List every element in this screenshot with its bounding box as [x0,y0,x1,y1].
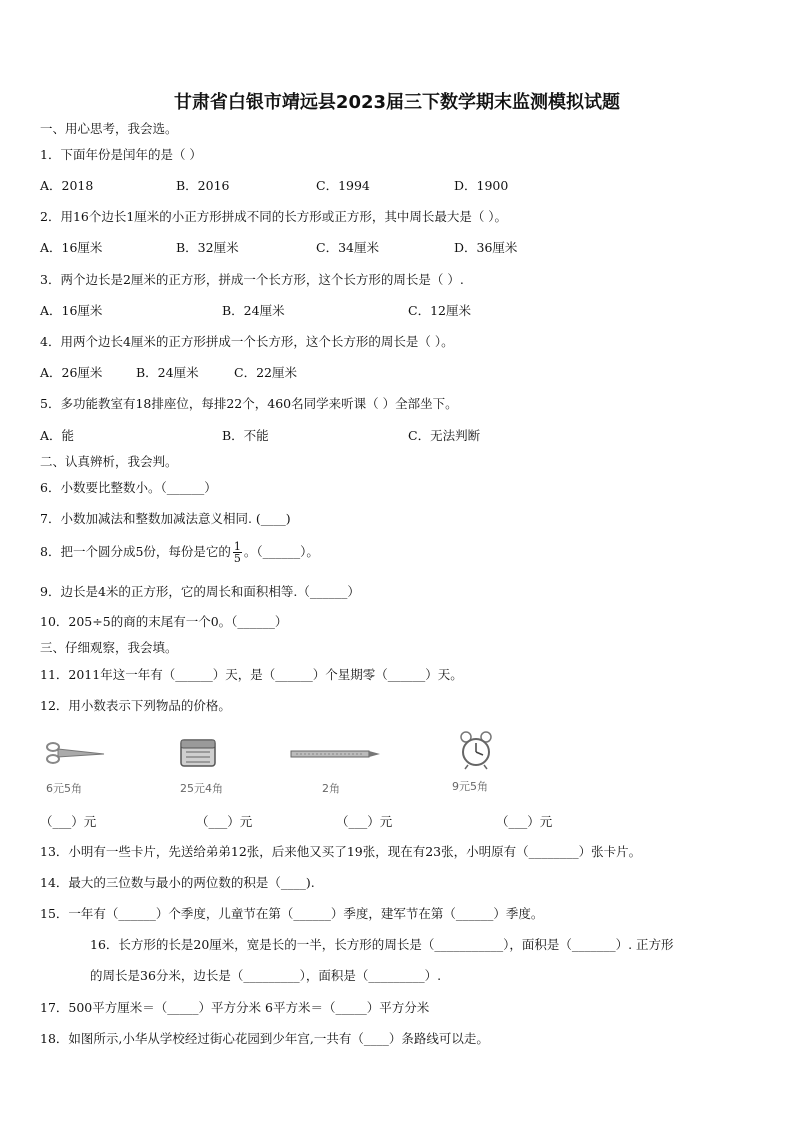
fraction-numerator: 1 [233,540,241,553]
q2-option-b: B．32厘米 [176,240,239,255]
q5-option-c: C．无法判断 [408,428,481,443]
q1-option-b: B．2016 [176,178,230,193]
alarm-clock-image [458,730,494,770]
q3-option-c: C．12厘米 [408,303,471,318]
q4-option-c: C．22厘米 [234,365,297,380]
question-16-line-2: 的周长是36分米，边长是（_________），面积是（_________）. [90,968,442,983]
q4-option-b: B．24厘米 [136,365,199,380]
answer-blank-scissors: （___）元 [40,814,97,829]
answer-blank-pencil-case: （___）元 [196,814,253,829]
question-18: 18．如图所示,小华从学校经过街心花园到少年宫,一共有（____）条路线可以走。 [40,1031,489,1046]
q2-option-d: D．36厘米 [454,240,518,255]
question-1: 1．下面年份是闰年的是（ ） [40,147,202,162]
q5-option-b: B．不能 [222,428,269,443]
price-label-pencil-case: 25元4角 [180,782,223,795]
q4-option-a: A．26厘米 [40,365,103,380]
q3-option-b: B．24厘米 [222,303,285,318]
question-14: 14．最大的三位数与最小的两位数的积是（____). [40,875,315,890]
price-label-clock: 9元5角 [452,780,488,793]
section-heading-2: 二、认真辨析，我会判。 [40,454,178,469]
question-6: 6．小数要比整数小。（______） [40,480,217,495]
q1-option-a: A．2018 [40,178,94,193]
q1-option-d: D．1900 [454,178,509,193]
question-17: 17．500平方厘米＝（_____）平方分米 6平方米＝（_____）平方分米 [40,1000,430,1015]
question-2: 2．用16个边长1厘米的小正方形拼成不同的长方形或正方形，其中周长最大是（ ）。 [40,209,508,224]
question-13: 13．小明有一些卡片，先送给弟弟12张，后来他又买了19张，现在有23张，小明原有（________）张卡片。 [40,844,642,859]
scissors-image [44,738,108,768]
question-16-line-1: 16．长方形的长是20厘米，宽是长的一半，长方形的周长是（___________），面积是（_______）. 正方形 [90,937,674,952]
price-label-scissors: 6元5角 [46,782,82,795]
question-10: 10．205÷5的商的末尾有一个0。（______） [40,614,288,629]
q2-option-a: A．16厘米 [40,240,103,255]
fraction-denominator: 5 [233,552,241,565]
fraction-one-fifth [233,541,242,564]
answer-blank-clock: （___）元 [496,814,553,829]
question-11: 11．2011年这一年有（______）天，是（______）个星期零（______）天。 [40,667,463,682]
q5-option-a: A．能 [40,428,75,443]
question-3: 3．两个边长是2厘米的正方形，拼成一个长方形，这个长方形的周长是（ ）. [40,272,464,287]
question-7: 7．小数加减法和整数加减法意义相同. (____) [40,511,291,526]
question-15: 15．一年有（______）个季度，儿童节在第（______）季度，建军节在第（______）季度。 [40,906,544,921]
question-5: 5．多功能教室有18排座位，每排22个，460名同学来听课（ ）全部坐下。 [40,396,458,411]
q1-option-c: C．1994 [316,178,370,193]
pencil-case-image [178,734,218,770]
q8-text-after: 。（______）。 [243,544,319,559]
page-title: 甘肃省白银市靖远县2023届三下数学期末监测模拟试题 [173,92,621,113]
q8-text-before: 8．把一个圆分成5份，每份是它的 [40,544,231,559]
section-heading-1: 一、用心思考，我会选。 [40,121,178,136]
pencil-image [290,748,382,760]
answer-blank-pencil: （___）元 [336,814,393,829]
question-9: 9．边长是4米的正方形，它的周长和面积相等.（______） [40,584,360,599]
price-label-pencil: 2角 [322,782,340,795]
section-heading-3: 三、仔细观察，我会填。 [40,640,178,655]
q2-option-c: C．34厘米 [316,240,379,255]
question-8 [40,541,319,564]
question-12: 12．用小数表示下列物品的价格。 [40,698,231,713]
q3-option-a: A．16厘米 [40,303,103,318]
question-4: 4．用两个边长4厘米的正方形拼成一个长方形，这个长方形的周长是（ ）。 [40,334,454,349]
